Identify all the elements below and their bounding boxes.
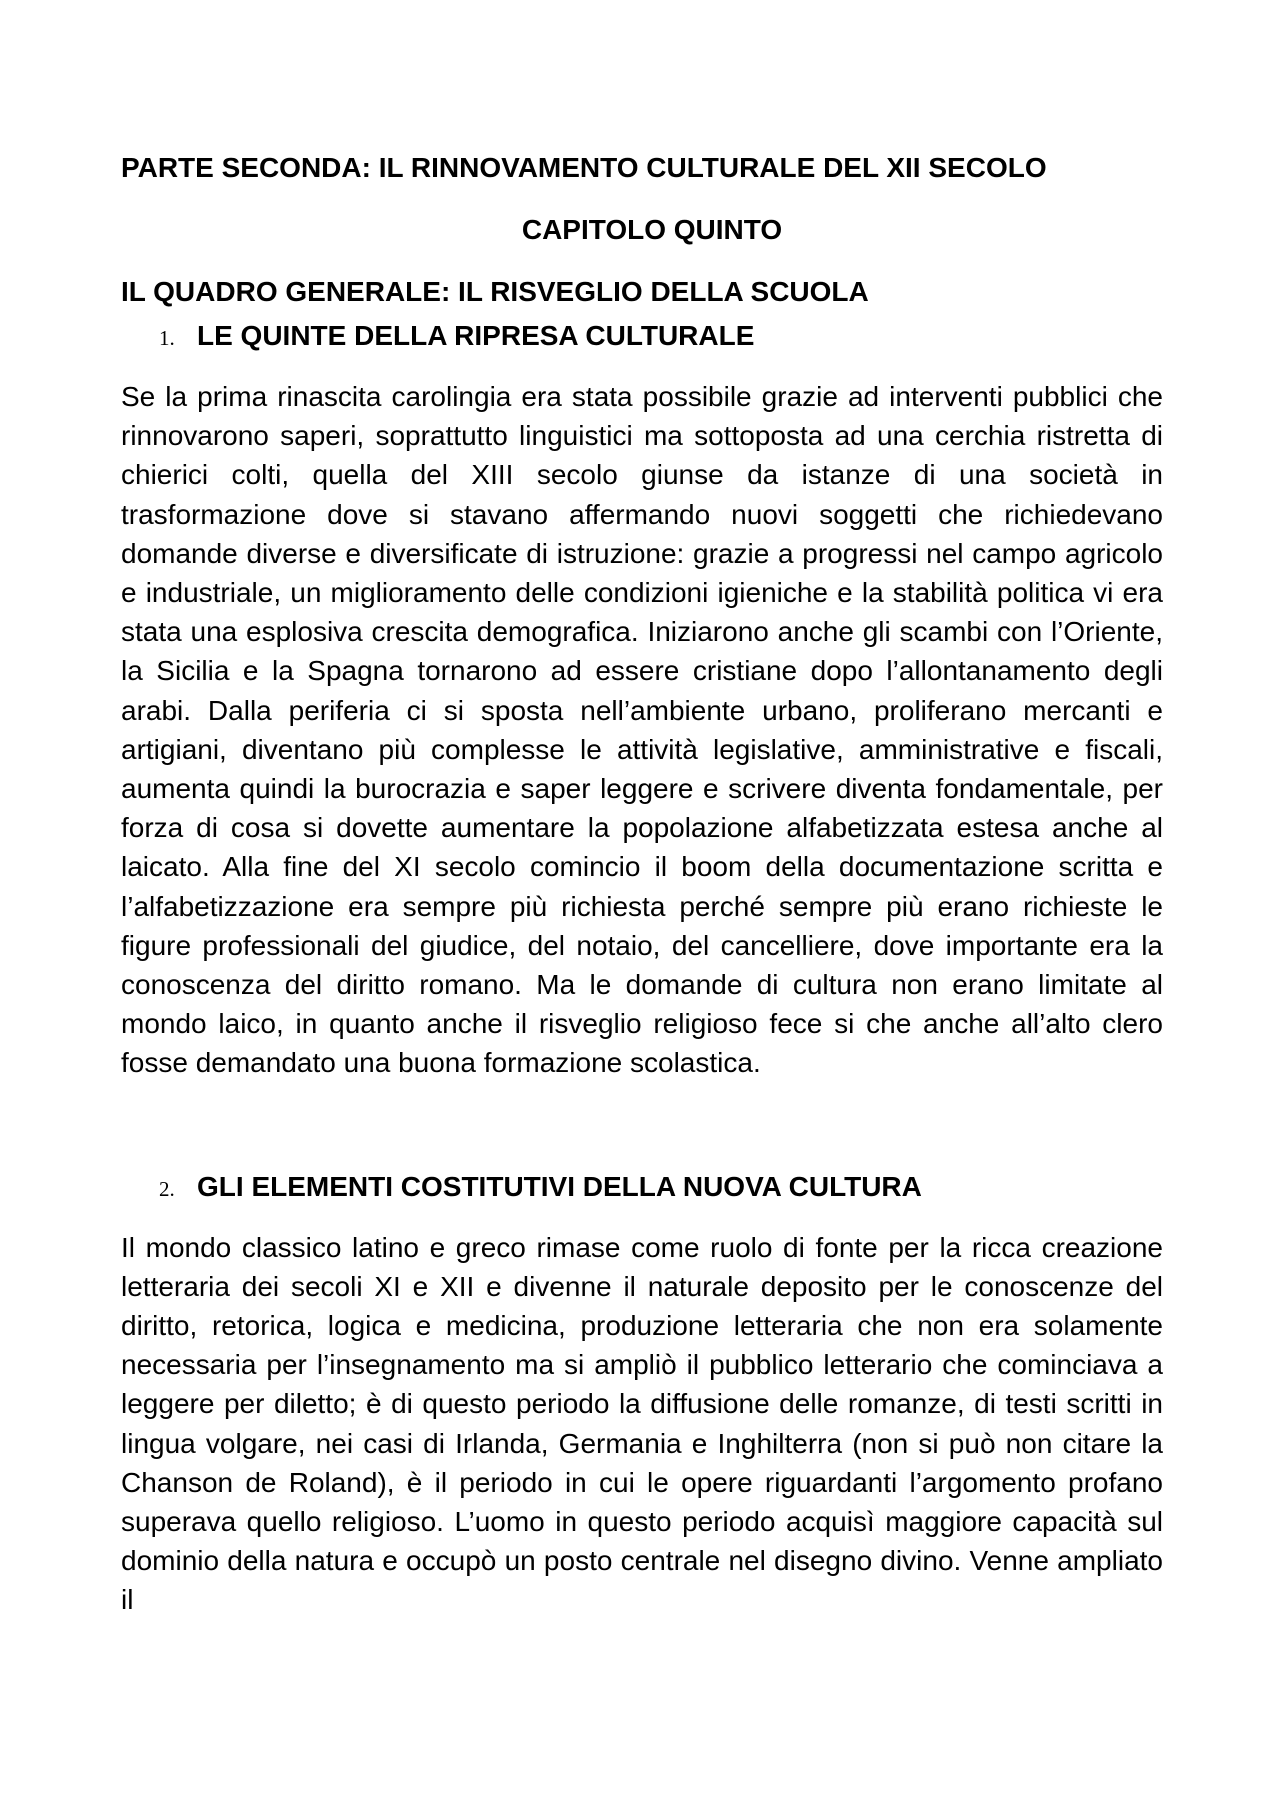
section-title: GLI ELEMENTI COSTITUTIVI DELLA NUOVA CULTURA — [197, 1170, 922, 1202]
section-paragraph: Se la prima rinascita carolingia era stata possibile grazie ad interventi pubblici che rinnovarono saperi, soprattutto linguistici ma sottoposta ad una cerchia ristretta di chierici colti, quella del XIII secolo giunse da istanze di una società in trasformazione dove si stavano affermando nuovi soggetti che richiedevano domande diverse e diversificate di istruzione: grazie a progressi nel campo agricolo e industriale, un miglioramento delle condizioni igieniche e la stabilità politica vi era stata una esplosiva crescita demografica. Iniziarono anche gli scambi con l’Oriente, la Sicilia e la Spagna tornarono ad essere cristiane dopo l’allontanamento degli arabi. Dalla periferia ci si sposta nell’ambiente urbano, proliferano mercanti e artigiani, diventano più complesse le attività legislative, amministrative e fiscali, aumenta quindi la burocrazia e saper leggere e scrivere diventa fondamentale, per forza di cosa si dovette aumentare la popolazione alfabetizzata estesa anche al laicato. Alla fine del XI secolo comincio il boom della documentazione scritta e l’alfabetizzazione era sempre più richiesta perché sempre più erano richieste le figure professionali del giudice, del notaio, del cancelliere, dove importante era la conoscenza del diritto romano. Ma le domande di cultura non erano limitate al mondo laico, in quanto anche il risveglio religioso fece si che anche all’alto clero fosse demandato una buona formazione scolastica. — [121, 381, 1163, 1079]
section-1 — [121, 318, 1163, 1083]
part-title: PARTE SECONDA: IL RINNOVAMENTO CULTURALE DEL XII SECOLO — [121, 152, 1047, 183]
section-paragraph: Il mondo classico latino e greco rimase come ruolo di fonte per la ricca creazione letteraria dei secoli XI e XII e divenne il naturale deposito per le conoscenze del diritto, retorica, logica e medicina, produzione letteraria che non era solamente necessaria per l’insegnamento ma si ampliò il pubblico letterario che cominciava a leggere per diletto; è di questo periodo la diffusione delle romanze, di testi scritti in lingua volgare, nei casi di Irlanda, Germania e Inghilterra (non si può non citare la Chanson de Roland), è il periodo in cui le opere riguardanti l’argomento profano superava quello religioso. L’uomo in questo periodo acquisì maggiore capacità sul dominio della natura e occupò un posto centrale nel disegno divino. Venne ampliato il — [121, 1231, 1163, 1616]
section-2 — [121, 1169, 1163, 1620]
section-number: 1. — [159, 326, 175, 350]
section-heading — [121, 318, 1163, 354]
general-title: IL QUADRO GENERALE: IL RISVEGLIO DELLA SCUOLA — [121, 276, 869, 307]
section-title: LE QUINTE DELLA RIPRESA CULTURALE — [197, 320, 755, 351]
section-heading — [121, 1169, 1163, 1205]
section-spacer — [121, 1083, 1163, 1161]
chapter-title: CAPITOLO QUINTO — [521, 214, 783, 245]
section-number: 2. — [159, 1176, 175, 1201]
document-page — [121, 150, 1163, 1620]
